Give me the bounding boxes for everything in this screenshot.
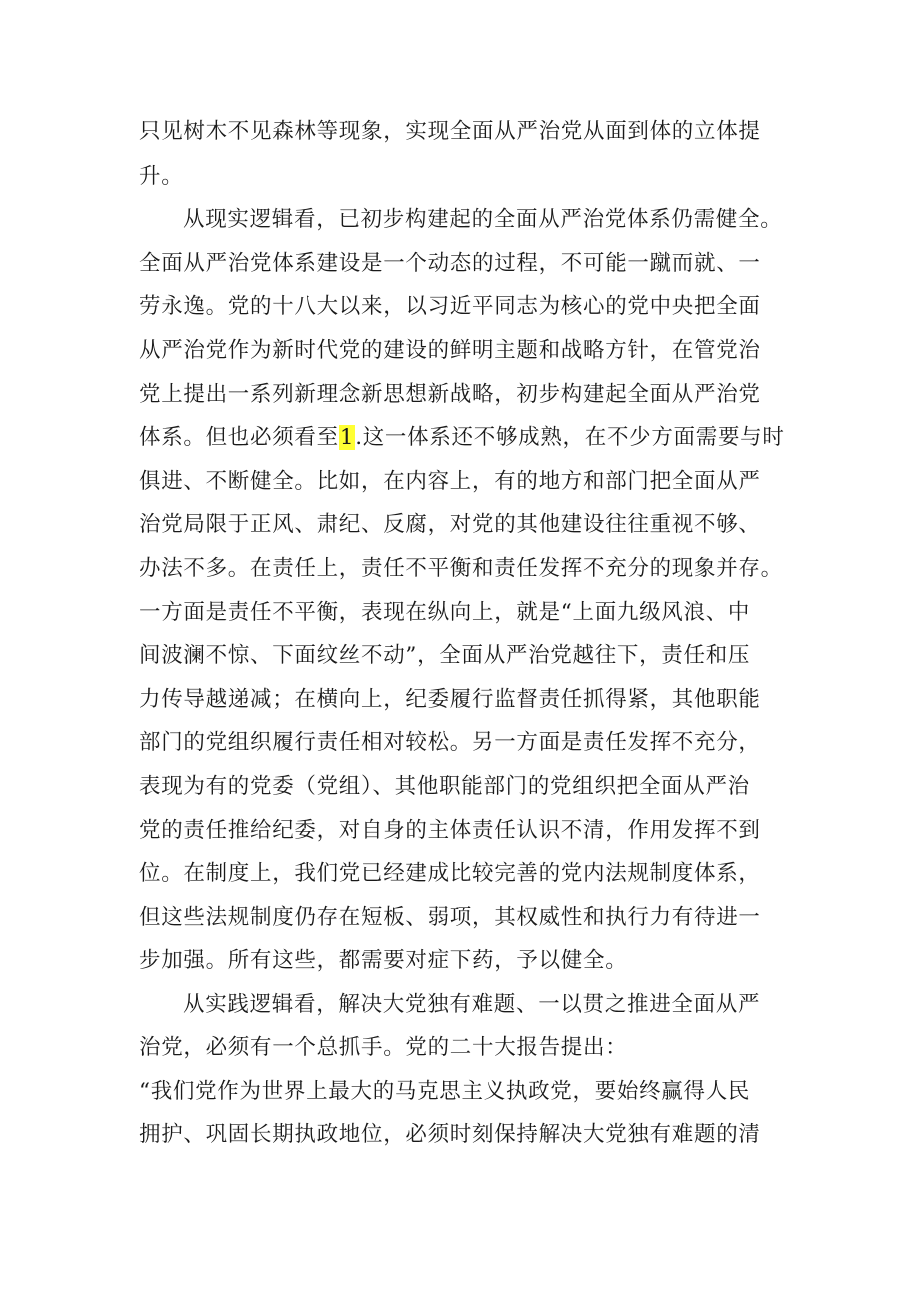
- text-line: 力传导越递减；在横向上，纪委履行监督责任抓得紧，其他职能: [139, 687, 761, 712]
- text-line: 全面从严治党体系建设是一个动态的过程，不可能一蹴而就、一: [139, 251, 761, 276]
- text-line: 从严治党作为新时代党的建设的鲜明主题和战略方针，在管党治: [139, 338, 761, 363]
- text-line: 党的责任推给纪委，对自身的主体责任认识不清，作用发挥不到: [139, 818, 761, 843]
- paragraph-start-line: 从现实逻辑看，已初步构建起的全面从严治党体系仍需健全。: [183, 207, 783, 232]
- text-line: 办法不多。在责任上，责任不平衡和责任发挥不充分的现象并存。: [139, 556, 783, 581]
- text-segment: .这一体系还不够成熟，在不少方面需要与时: [355, 425, 785, 450]
- text-line: 部门的党组织履行责任相对较松。另一方面是责任发挥不充分，: [139, 730, 761, 755]
- text-line: 一方面是责任不平衡，表现在纵向上，就是“上面九级风浪、中: [139, 600, 751, 625]
- text-segment: 体系。但也必须看至: [139, 425, 339, 450]
- text-line: 俱进、不断健全。比如，在内容上，有的地方和部门把全面从严: [139, 469, 761, 494]
- highlighted-mark: 1: [339, 425, 355, 450]
- text-line-with-highlight: [139, 416, 785, 460]
- text-line: “我们党作为世界上最大的马克思主义执政党，要始终赢得人民: [139, 1079, 751, 1104]
- text-line: 劳永逸。党的十八大以来，以习近平同志为核心的党中央把全面: [139, 294, 761, 319]
- text-line: 拥护、巩固长期执政地位，必须时刻保持解决大党独有难题的清: [139, 1122, 761, 1147]
- text-line: 位。在制度上，我们党已经建成比较完善的党内法规制度体系，: [139, 861, 761, 886]
- paragraph-start-line: 从实践逻辑看，解决大党独有难题、一以贯之推进全面从严: [183, 992, 761, 1017]
- text-line: 治党局限于正风、肃纪、反腐，对党的其他建设往往重视不够、: [139, 512, 761, 537]
- text-line: 但这些法规制度仍存在短板、弱项，其权威性和执行力有待进一: [139, 905, 761, 930]
- text-line: 步加强。所有这些，都需要对症下药，予以健全。: [139, 948, 628, 973]
- text-line: 表现为有的党委（党组）、其他职能部门的党组织把全面从严治: [139, 774, 750, 799]
- text-line: 只见树木不见森林等现象，实现全面从严治党从面到体的立体提: [139, 119, 761, 144]
- text-line: 党上提出一系列新理念新思想新战略，初步构建起全面从严治党: [139, 382, 761, 407]
- text-line: 间波澜不惊、下面纹丝不动”，全面从严治党越往下，责任和压: [139, 643, 751, 668]
- text-line: 升。: [139, 164, 184, 189]
- text-line: 治党，必须有一个总抓手。党的二十大报告提出：: [139, 1035, 628, 1060]
